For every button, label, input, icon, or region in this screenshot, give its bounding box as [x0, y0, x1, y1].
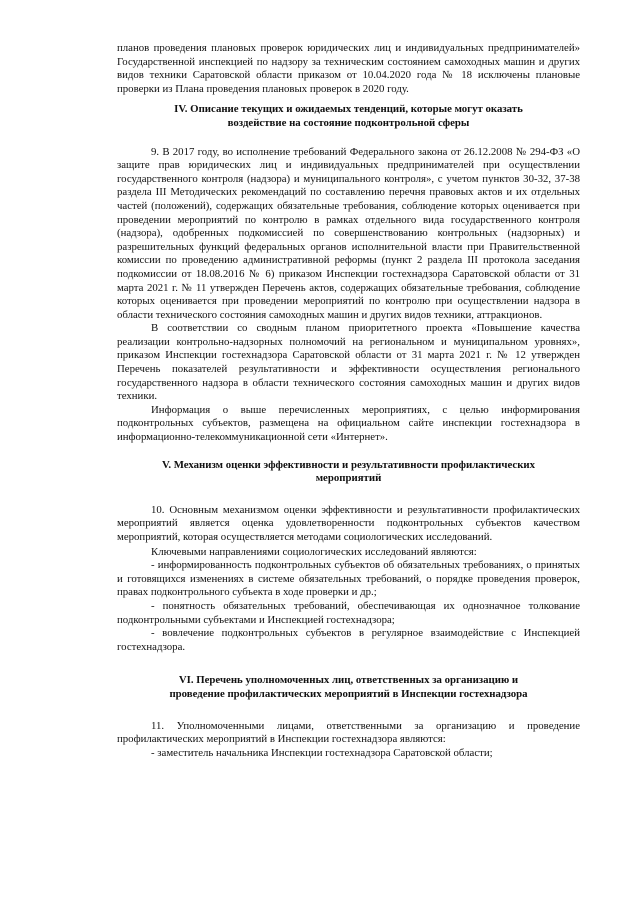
bullet-item-1: - информированность подконтрольных субъектов об обязательных требованиях, о принятых и готовящихся изменениях в системе обязательных требований, о порядке проведения проверок, правах подконтрольного субъекта в ходе проверки и др.;: [117, 559, 580, 599]
section-heading-6-line-2: проведение профилактических мероприятий в Инспекции гостехнадзора: [169, 687, 528, 700]
paragraph-10b: Ключевыми направлениями социологических исследований являются:: [151, 545, 477, 558]
document-body: [117, 42, 580, 760]
bullet-item-2: - понятность обязательных требований, обеспечивающая их однозначное толкование подконтрольными субъектами и Инспекцией гостехнадзора;: [117, 599, 580, 626]
paragraph-9: 9. В 2017 году, во исполнение требований Федерального закона от 26.12.2008 № 294-ФЗ «О защите прав юридических лиц и индивидуальных предпринимателей при осуществлении государственного контроля (надзора) и муниципального контроля», с учетом пунктов 30-32, 37-38 раздела III Методических рекомендаций по составлению перечня правовых актов и их отдельных частей (положений), содержащих обязательные требования, соблюдение которых оценивается при проведении мероприятий по контролю в рамках отдельного вида государственного контроля (надзора), одобренных подкомиссией по совершенствованию контрольных (надзорных) и разрешительных функций федеральных органов исполнительной власти при Правительственной комиссии по проведению административной реформы (пункт 2 раздела III протокола заседания подкомиссии от 18.08.2016 № 6) приказом Инспекции гостехнадзора Саратовской области от 31 марта 2021 г. № 11 утвержден Перечень актов, содержащих обязательные требования, соблюдение которых оценивается при проведении мероприятий по контролю при осуществлении надзора в области технического состояния самоходных машин и других видов техники, аттракционов.: [117, 145, 580, 321]
section-heading-4-line-2: воздействие на состояние подконтрольной сферы: [227, 116, 470, 129]
bullet-item-3: - вовлечение подконтрольных субъектов в регулярное взаимодействие с Инспекцией гостехнадзора.: [117, 627, 580, 653]
section-heading-6-line-1: VI. Перечень уполномоченных лиц, ответственных за организацию и: [178, 674, 519, 687]
paragraph-11: 11. Уполномоченными лицами, ответственными за организацию и проведение профилактических мероприятий в Инспекции гостехнадзора являются:: [117, 719, 580, 746]
paragraph-9c: Информация о выше перечисленных мероприятиях, с целью информирования подконтрольных субъектов, размещена на официальном сайте инспекции гостехнадзора в информационно-телекоммуникационной сети «Интернет».: [117, 403, 580, 444]
section-heading-4-line-1: IV. Описание текущих и ожидаемых тенденций, которые могут оказать: [174, 103, 523, 116]
paragraph-10: 10. Основным механизмом оценки эффективности и результативности профилактических мероприятий является оценка удовлетворенности подконтрольных субъектов качеством мероприятий, которая осуществляется методами социологических исследований.: [117, 503, 580, 543]
paragraph-9b: В соответствии со сводным планом приоритетного проекта «Повышение качества реализации контрольно-надзорных полномочий на региональном и муниципальном уровнях», приказом Инспекции гостехнадзора Саратовской области от 31 марта 2021 г. № 12 утвержден Перечень показателей результативности и эффективности осуществления регионального государственного надзора в области технического состояния самоходных машин и других видов техники.: [117, 322, 580, 403]
section-heading-5: [117, 459, 580, 486]
section-heading-4: [117, 103, 580, 130]
section-heading-5-line-2: мероприятий: [315, 472, 382, 485]
paragraph-intro: планов проведения плановых проверок юридических лиц и индивидуальных предпринимателей» Государственной инспекцией по надзору за техническим состоянием самоходных машин и других видов техники Саратовской области приказом от 10.04.2020 года № 18 исключены плановые проверки из Плана проведения плановых проверок в 2020 году.: [117, 42, 580, 95]
section-heading-6: [117, 674, 580, 701]
bullet-item-4: - заместитель начальника Инспекции гостехнадзора Саратовской области;: [151, 746, 493, 759]
section-heading-5-line-1: V. Механизм оценки эффективности и результативности профилактических: [161, 458, 536, 471]
